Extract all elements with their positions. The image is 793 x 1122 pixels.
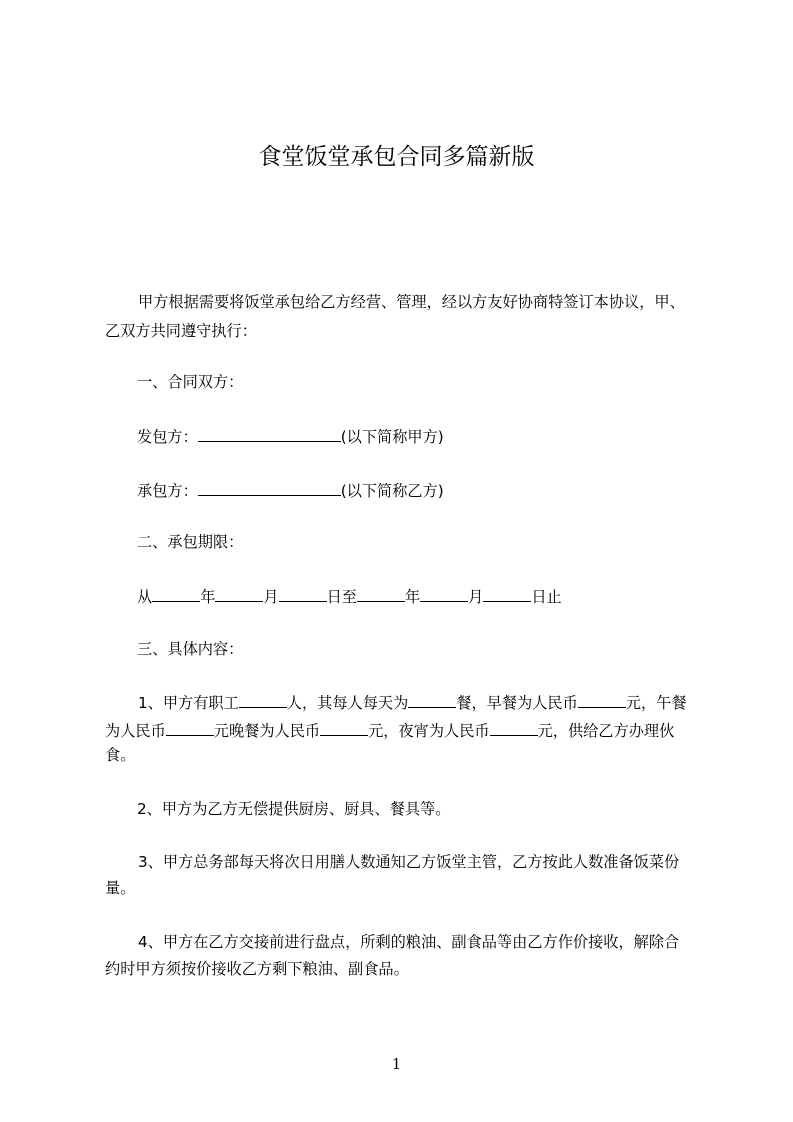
item-1-part-g: 元，夜宵为人民币 xyxy=(368,722,490,740)
party-a-blank xyxy=(198,426,341,442)
item-3-line-2: 量。 xyxy=(105,879,136,897)
page-number: 1 xyxy=(391,1055,402,1073)
party-b-line xyxy=(137,480,444,500)
term-line xyxy=(137,586,562,606)
meals-per-day-blank xyxy=(408,692,456,708)
night-snack-price-blank xyxy=(490,720,538,736)
end-month-blank xyxy=(420,586,468,602)
section-2-heading: 二、承包期限： xyxy=(137,533,244,551)
item-1-part-f: 元晚餐为人民币 xyxy=(213,722,321,740)
party-a-note: (以下简称甲方) xyxy=(340,428,444,446)
party-b-label: 承包方： xyxy=(137,482,198,500)
item-4-line-2: 约时甲方须按价接收乙方剩下粮油、副食品。 xyxy=(105,960,409,978)
end-year-blank xyxy=(357,586,405,602)
term-from: 从 xyxy=(137,588,153,606)
party-b-note: (以下简称乙方) xyxy=(340,482,444,500)
intro-line-2: 乙双方共同遵守执行： xyxy=(105,322,257,340)
item-1-part-d: 元，午餐 xyxy=(625,694,687,712)
dinner-price-blank xyxy=(320,720,368,736)
term-month-2: 月 xyxy=(468,588,484,606)
item-1-line-3: 食。 xyxy=(105,746,136,764)
start-day-blank xyxy=(279,586,327,602)
breakfast-price-blank xyxy=(578,692,626,708)
item-1-line-2 xyxy=(105,720,674,740)
start-month-blank xyxy=(215,586,263,602)
party-a-line xyxy=(137,426,444,446)
section-1-heading: 一、合同双方： xyxy=(137,373,244,391)
item-3-line-1: 3、甲方总务部每天将次日用膳人数通知乙方饭堂主管，乙方按此人数准备饭菜份 xyxy=(138,853,680,871)
item-1-part-e: 为人民币 xyxy=(105,722,166,740)
term-month-1: 月 xyxy=(263,588,279,606)
party-a-label: 发包方： xyxy=(137,428,198,446)
term-year-2: 年 xyxy=(404,588,421,606)
term-day-to: 日至 xyxy=(326,588,357,606)
document-title: 食堂饭堂承包合同多篇新版 xyxy=(258,144,535,170)
item-1-part-b: 人，其每人每天为 xyxy=(286,694,409,712)
section-3-heading: 三、具体内容： xyxy=(137,640,244,658)
end-day-blank xyxy=(483,586,531,602)
item-1-part-c: 餐，早餐为人民币 xyxy=(456,694,578,712)
intro-line-1: 甲方根据需要将饭堂承包给乙方经营、管理，经以方友好协商特签订本协议，甲、 xyxy=(138,293,685,311)
item-1-line-1 xyxy=(138,692,687,712)
term-year-1: 年 xyxy=(200,588,216,606)
start-year-blank xyxy=(152,586,200,602)
staff-count-blank xyxy=(239,692,287,708)
item-1-part-a: 1、甲方有职工 xyxy=(138,694,239,712)
term-day-end: 日止 xyxy=(531,588,562,606)
item-1-part-h: 元，供给乙方办理伙 xyxy=(537,722,675,740)
party-b-blank xyxy=(198,480,341,496)
item-4-line-1: 4、甲方在乙方交接前进行盘点，所剩的粮油、副食品等由乙方作价接收，解除合 xyxy=(138,933,680,951)
lunch-price-blank xyxy=(166,720,214,736)
item-2: 2、甲方为乙方无偿提供厨房、厨具、餐具等。 xyxy=(137,800,451,818)
